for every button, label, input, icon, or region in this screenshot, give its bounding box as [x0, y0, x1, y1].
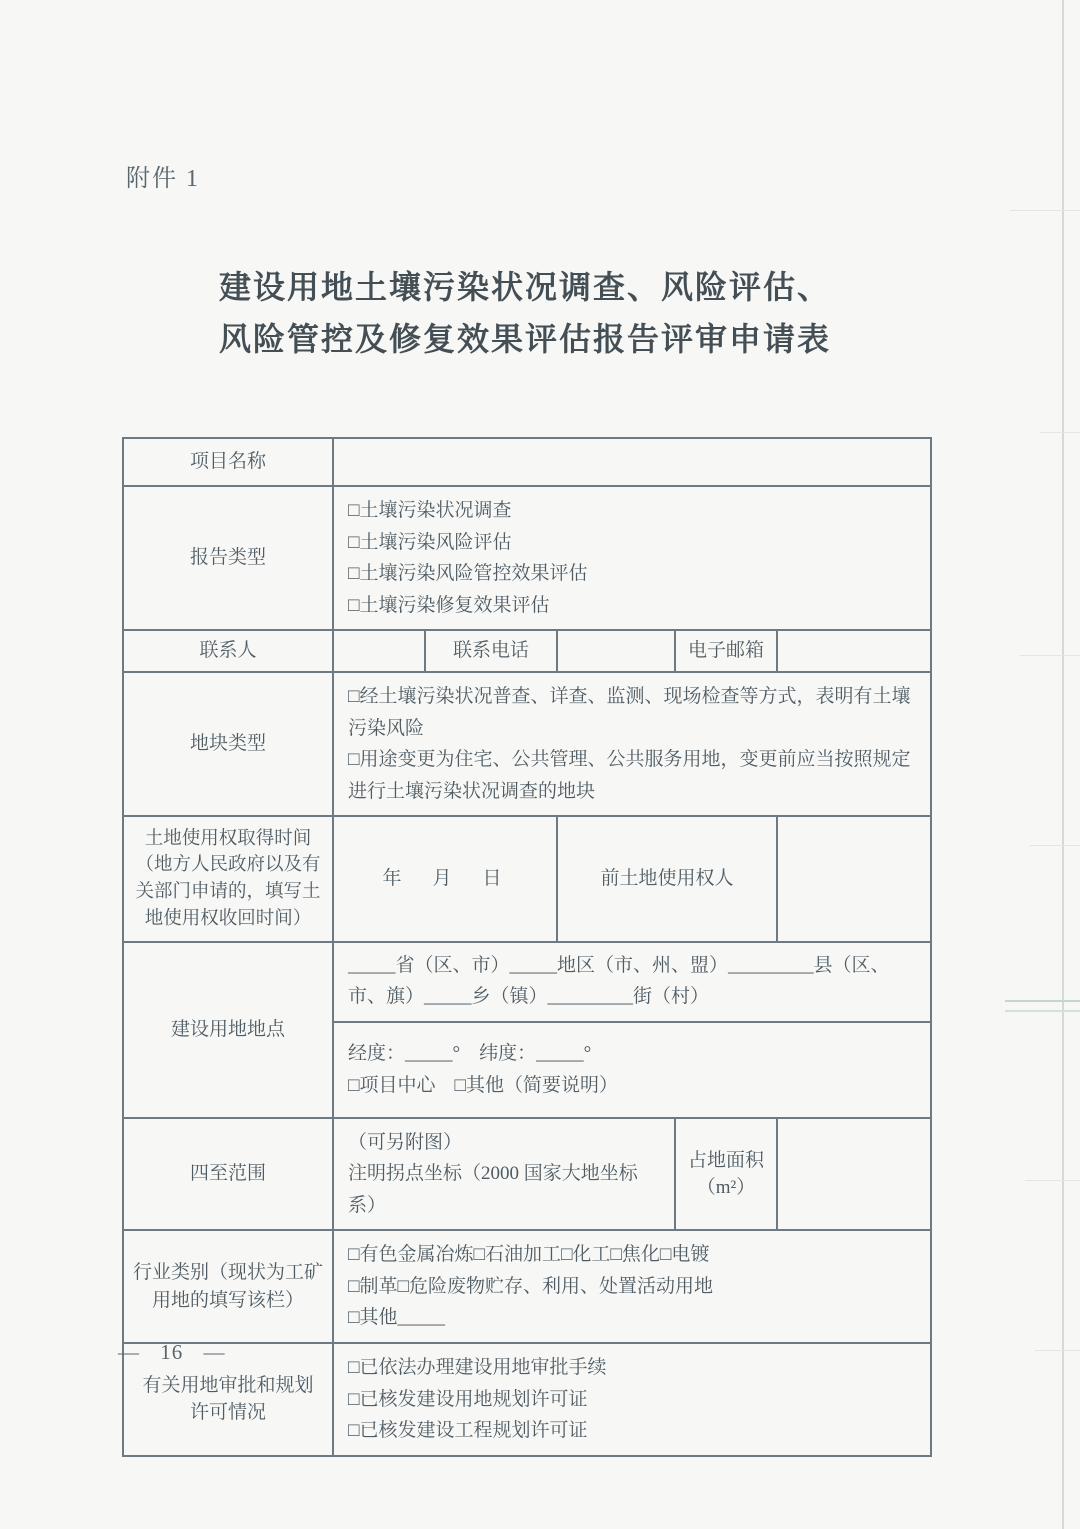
- industry-option-line1: □有色金属冶炼□石油加工□化工□焦化□电镀: [348, 1244, 710, 1266]
- plot-type-options-cell: [333, 672, 931, 816]
- report-type-options-cell: [333, 486, 931, 630]
- scan-artifact-line: [1010, 210, 1080, 211]
- contact-email-value-cell: [777, 630, 931, 672]
- area-value-cell: [777, 1118, 931, 1231]
- project-name-label: 项目名称: [123, 438, 333, 486]
- contact-phone-label: 联系电话: [425, 630, 557, 672]
- row-industry: [123, 1230, 931, 1343]
- boundary-note-cell: [333, 1118, 675, 1231]
- land-use-right-label-text: 土地使用权取得时间（地方人民政府以及有关部门申请的，填写土地使用权收回时间）: [135, 828, 321, 930]
- previous-holder-label: 前土地使用权人: [557, 816, 777, 942]
- approval-options-cell: [333, 1343, 931, 1456]
- row-boundary: [123, 1118, 931, 1231]
- scan-artifact-line: [1030, 845, 1080, 846]
- scan-artifact-line: [1020, 655, 1080, 656]
- previous-holder-value-cell: [777, 816, 931, 942]
- application-form-table: [122, 437, 932, 1457]
- approval-option-land-permit: □已核发建设用地规划许可证: [348, 1388, 588, 1410]
- plot-type-label: 地块类型: [123, 672, 333, 816]
- approval-option-construction-permit: □已核发建设工程规划许可证: [348, 1420, 588, 1442]
- scan-artifact-line: [1040, 432, 1080, 433]
- boundary-note-line2: 注明拐点坐标（2000 国家大地坐标系）: [348, 1163, 638, 1216]
- contact-name-label: 联系人: [123, 630, 333, 672]
- scan-artifact-line: [1035, 1350, 1080, 1351]
- location-center-options: □项目中心 □其他（简要说明）: [348, 1074, 618, 1096]
- location-label: 建设用地地点: [123, 942, 333, 1118]
- form-title: [0, 262, 1050, 366]
- area-label-line2: （m²）: [696, 1177, 756, 1199]
- industry-option-other: □其他_____: [348, 1307, 445, 1329]
- location-coordinates-cell: [333, 1022, 931, 1118]
- land-use-right-date-cell: 年 月 日: [333, 816, 557, 942]
- plot-type-option-surveyed-risk: □经土壤污染状况普查、详查、监测、现场检查等方式，表明有土壤污染风险: [348, 686, 911, 739]
- row-report-type: [123, 486, 931, 630]
- row-contact: [123, 630, 931, 672]
- location-coordinates-line: 经度：_____° 纬度：_____°: [348, 1043, 592, 1065]
- row-plot-type: [123, 672, 931, 816]
- form-title-line1: 建设用地土壤污染状况调查、风险评估、: [218, 269, 831, 305]
- row-approval: [123, 1343, 931, 1456]
- report-type-label: 报告类型: [123, 486, 333, 630]
- contact-email-label: 电子邮箱: [675, 630, 777, 672]
- industry-options-cell: [333, 1230, 931, 1343]
- attachment-label: 附件 1: [126, 166, 200, 192]
- approval-option-land-approval: □已依法办理建设用地审批手续: [348, 1356, 607, 1378]
- scan-artifact-line: [1005, 1010, 1080, 1012]
- scan-edge-line: [1062, 0, 1064, 1529]
- area-label: [675, 1118, 777, 1231]
- form-title-line2: 风险管控及修复效果评估报告评审申请表: [218, 320, 831, 357]
- area-label-line1: 占地面积: [687, 1149, 764, 1171]
- contact-name-value-cell: [333, 630, 425, 672]
- location-address-cell: _____省（区、市）_____地区（市、州、盟）_________县（区、市、旗）_____乡（镇）_________街（村）: [333, 942, 931, 1022]
- report-type-option-risk-control-effect: □土壤污染风险管控效果评估: [348, 563, 588, 585]
- report-type-option-survey: □土壤污染状况调查: [348, 500, 512, 521]
- plot-type-option-use-change: □用途变更为住宅、公共管理、公共服务用地，变更前应当按照规定进行土壤污染状况调查的地块: [348, 749, 911, 802]
- scan-artifact-line: [1025, 1180, 1080, 1181]
- approval-label-text: 有关用地审批和规划许可情况: [142, 1374, 314, 1424]
- report-type-option-risk-assessment: □土壤污染风险评估: [348, 531, 512, 553]
- project-name-value-cell: [333, 438, 931, 486]
- row-project-name: [123, 438, 931, 486]
- contact-phone-value-cell: [557, 630, 675, 672]
- report-type-option-remediation-effect: □土壤污染修复效果评估: [348, 594, 550, 616]
- industry-label: 行业类别（现状为工矿用地的填写该栏）: [123, 1230, 333, 1343]
- page-number: — 16 —: [118, 1340, 226, 1364]
- boundary-label: 四至范围: [123, 1118, 333, 1231]
- industry-option-line2: □制革□危险废物贮存、利用、处置活动用地: [348, 1275, 713, 1297]
- land-use-right-label: [123, 816, 333, 942]
- scan-artifact-line: [1005, 1000, 1080, 1002]
- boundary-note-line1: （可另附图）: [348, 1131, 463, 1153]
- row-location-address: [123, 942, 931, 1022]
- row-land-use-right: [123, 816, 931, 942]
